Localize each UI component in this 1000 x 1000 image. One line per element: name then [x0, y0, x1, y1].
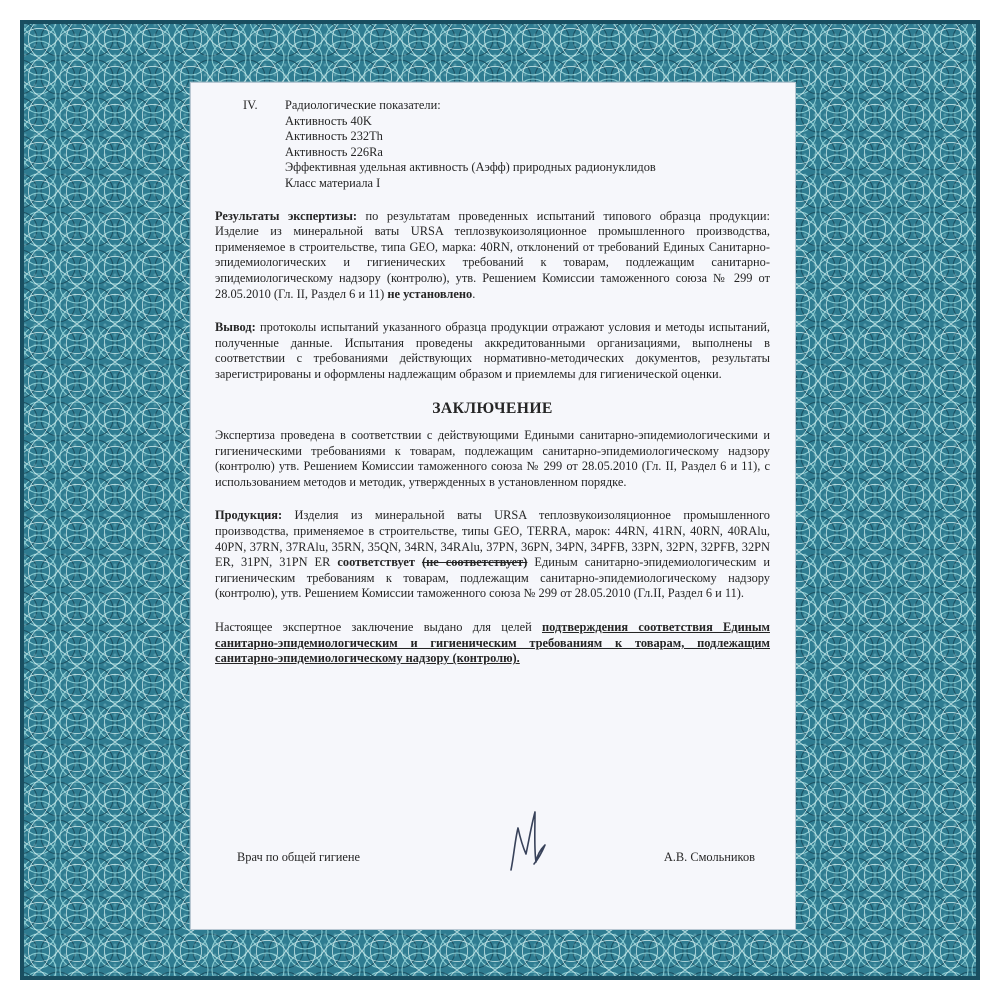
compliance-status: соответствует: [337, 555, 415, 570]
list-item: Активность 226Ra: [285, 144, 383, 159]
results-period: .: [472, 286, 476, 301]
products-text-2: Единым санитарно-эпидемиологическим и гигиеническим требованиям к товарам, подлежащим санитарно-эпидемиологическому надзору (контролю), утв. Решением Комиссии таможенного союза № 299 от 28.05.2010 (Гл.II, Раздел 6 и 11).: [215, 555, 771, 601]
signer-name: А.В. Смольников: [663, 850, 755, 864]
crossed-noncompliance-status: (не соответствует): [421, 555, 528, 570]
list-item: Эффективная удельная активность (Аэфф) природных радионуклидов: [285, 160, 656, 175]
final-purpose-text: Настоящее экспертное заключение выдано для целей: [215, 620, 542, 635]
results-text: по результатам проведенных испытаний типового образца продукции: Изделие из минеральной ваты URSA теплозвукоизоляционное промышленного производства, применяемое в строительстве, типа GEO, марка: 40RN, отклонений от требований Единых Санитарно-эпидемиологических и гигиенических требований к товарам, подлежащим санитарно-эпидемиологическому надзору (контролю), утв. Решением Комиссии таможенного союза № 299 от 28.05.2010 (Гл. II, Раздел 6 и 11): [215, 208, 770, 301]
handwritten-signature: [498, 810, 553, 872]
conclusion-note-label: Вывод:: [215, 320, 256, 335]
products-paragraph: [215, 508, 770, 602]
signer-position: Врач по общей гигиене: [237, 850, 361, 864]
radiological-indicators: [215, 98, 770, 192]
expertise-paragraph: Экспертиза проведена в соответствии с действующими Едиными санитарно-эпидемиологическими и гигиеническими требованиями к товарам, подлежащим санитарно-эпидемиологическому надзору (контролю) утв. Решением Комиссии таможенного союза № 299 от 28.05.2010 (Гл. II, Раздел 6 и 11), с использованием методов и методик, утвержденных в установленном порядке.: [215, 428, 770, 489]
list-item: Активность 40K: [285, 113, 372, 128]
expert-conclusion-document: [215, 98, 770, 898]
conclusion-note-paragraph: [215, 320, 770, 382]
radiological-list: [285, 98, 770, 192]
results-label: Результаты экспертизы:: [215, 208, 357, 223]
results-paragraph: [215, 209, 770, 303]
signature-row: [215, 850, 770, 872]
list-item: Класс материала I: [285, 175, 381, 190]
conclusion-note-text: протоколы испытаний указанного образца продукции отражают условия и методы испытаний, полученные данные. Испытания проведены аккредитованными организациями, выполнены в соответствии с требованиями действующих нормативно-методических документов, результаты зарегистрированы и оформлены надлежащим образом и приемлемы для гигиенической оценки.: [215, 320, 770, 381]
final-purpose-paragraph: [215, 620, 770, 667]
document-heading: ЗАКЛЮЧЕНИЕ: [432, 399, 553, 417]
section-number: IV.: [243, 98, 258, 112]
results-conclusion: не установлено: [387, 286, 473, 301]
section-title: Радиологические показатели:: [285, 98, 441, 112]
products-text-1: Изделия из минеральной ваты URSA теплозвукоизоляционное промышленного производства, применяемое в строительстве, типы GEO, TERRA, марок: 44RN, 41RN, 40RN, 40RAlu, 40PN, 37RN, 37RAlu, 35RN, 35QN, 34RN, 34RAlu, 37PN, 36PN, 34PN, 34PFB, 33PN, 32PN, 32PFB, 32PN ER, 31PN, 31PN ER: [215, 508, 770, 570]
list-item: Активность 232Th: [285, 129, 383, 144]
final-purpose-underlined: подтверждения соответствия Единым санитарно-эпидемиологическим и гигиеническим требованиям к товарам, подлежащим санитарно-эпидемиологическому надзору (контролю).: [215, 620, 770, 666]
products-label: Продукция:: [215, 508, 283, 523]
